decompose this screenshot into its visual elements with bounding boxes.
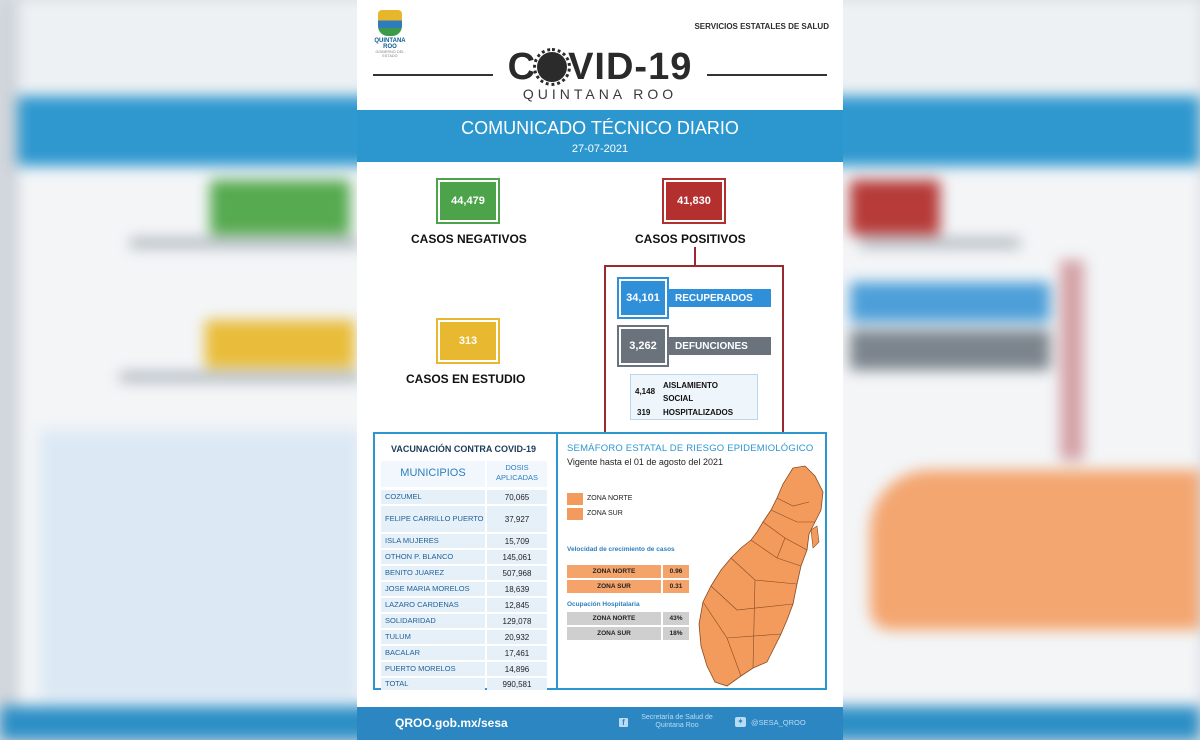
positive-connector (694, 247, 696, 266)
table-row: TULUM 20,932 (381, 630, 547, 644)
footer (357, 707, 843, 740)
occupancy-row: ZONA NORTE 43% (567, 612, 689, 625)
logo-subtitle: GOBIERNO DEL ESTADO (375, 50, 405, 58)
poster (357, 0, 843, 740)
poster-title: C VID-19 (507, 46, 693, 88)
table-row: JOSE MARIA MORELOS 18,639 (381, 582, 547, 596)
poster-header (357, 44, 843, 104)
legend-swatch-norte (567, 493, 583, 505)
vaccination-title: VACUNACIÓN CONTRA COVID-19 (391, 444, 537, 454)
occupancy-title: Ocupación Hospitalaria (567, 601, 640, 608)
agency-name: SERVICIOS ESTATALES DE SALUD (694, 22, 829, 31)
legend-label-norte: ZONA NORTE (587, 495, 633, 502)
col-municipios: MUNICIPIOS (381, 461, 485, 487)
isolation-hospital-box (630, 374, 758, 420)
quintana-roo-map (697, 462, 827, 690)
isolation-value: 4,148 (635, 387, 656, 396)
facebook-label[interactable]: Secretaría de Salud de Quintana Roo (641, 714, 713, 730)
table-row-total: TOTAL 990,581 (381, 678, 547, 690)
semaphore-title: SEMÁFORO ESTATAL DE RIESGO EPIDEMIOLÓGICO (567, 443, 814, 454)
cozumel-island (811, 526, 819, 548)
table-row: BACALAR 17,461 (381, 646, 547, 660)
hospitalized-label: HOSPITALIZADOS (663, 408, 734, 417)
negative-cases-value: 44,479 (438, 180, 498, 222)
logo-name: QUINTANA ROO (374, 38, 406, 50)
table-row: LAZARO CARDENAS 12,845 (381, 598, 547, 612)
table-row: BENITO JUAREZ 507,968 (381, 566, 547, 580)
occupancy-row: ZONA SUR 18% (567, 627, 689, 640)
positive-cases-value: 41,830 (664, 180, 724, 222)
legend-label-sur: ZONA SUR (587, 510, 623, 517)
footer-url[interactable]: QROO.gob.mx/sesa (395, 716, 508, 730)
study-cases-label: CASOS EN ESTUDIO (406, 372, 526, 386)
table-row: OTHON P. BLANCO 145,061 (381, 550, 547, 564)
table-row: SOLIDARIDAD 129,078 (381, 614, 547, 628)
communique-title: COMUNICADO TÉCNICO DIARIO (461, 118, 739, 138)
growth-row: ZONA NORTE 0.96 (567, 565, 689, 578)
recovered-label: RECUPERADOS (663, 289, 771, 307)
virus-icon (537, 52, 567, 82)
panel-divider (556, 434, 558, 690)
hospitalized-value: 319 (637, 408, 651, 417)
semaphore-validity: Vigente hasta el 01 de agosto del 2021 (567, 457, 723, 467)
twitter-handle[interactable]: @SESA_QROO (751, 718, 806, 727)
deaths-label: DEFUNCIONES (663, 337, 771, 355)
table-row: FELIPE CARRILLO PUERTO 37,927 (381, 506, 547, 532)
poster-subtitle: QUINTANA ROO (522, 86, 678, 102)
growth-title: Velocidad de crecimiento de casos (567, 546, 675, 553)
vaccination-semaphore-panel (373, 432, 827, 690)
isolation-label: AISLAMIENTO SOCIAL (663, 381, 718, 403)
facebook-icon[interactable]: f (619, 718, 628, 727)
col-dosis: DOSIS APLICADAS (487, 461, 547, 487)
legend-swatch-sur (567, 508, 583, 520)
communique-band (357, 110, 843, 162)
growth-row: ZONA SUR 0.31 (567, 580, 689, 593)
deaths-value: 3,262 (619, 327, 667, 365)
table-row: PUERTO MORELOS 14,896 (381, 662, 547, 676)
table-row: ISLA MUJERES 15,709 (381, 534, 547, 548)
crest-icon (378, 10, 402, 36)
twitter-icon[interactable]: ✦ (735, 717, 746, 727)
negative-cases-label: CASOS NEGATIVOS (411, 232, 527, 246)
recovered-value: 34,101 (619, 279, 667, 317)
study-cases-value: 313 (438, 320, 498, 362)
state-shape (699, 466, 823, 686)
communique-date: 27-07-2021 (571, 143, 629, 155)
table-row: COZUMEL 70,065 (381, 490, 547, 504)
positive-cases-label: CASOS POSITIVOS (635, 232, 746, 246)
